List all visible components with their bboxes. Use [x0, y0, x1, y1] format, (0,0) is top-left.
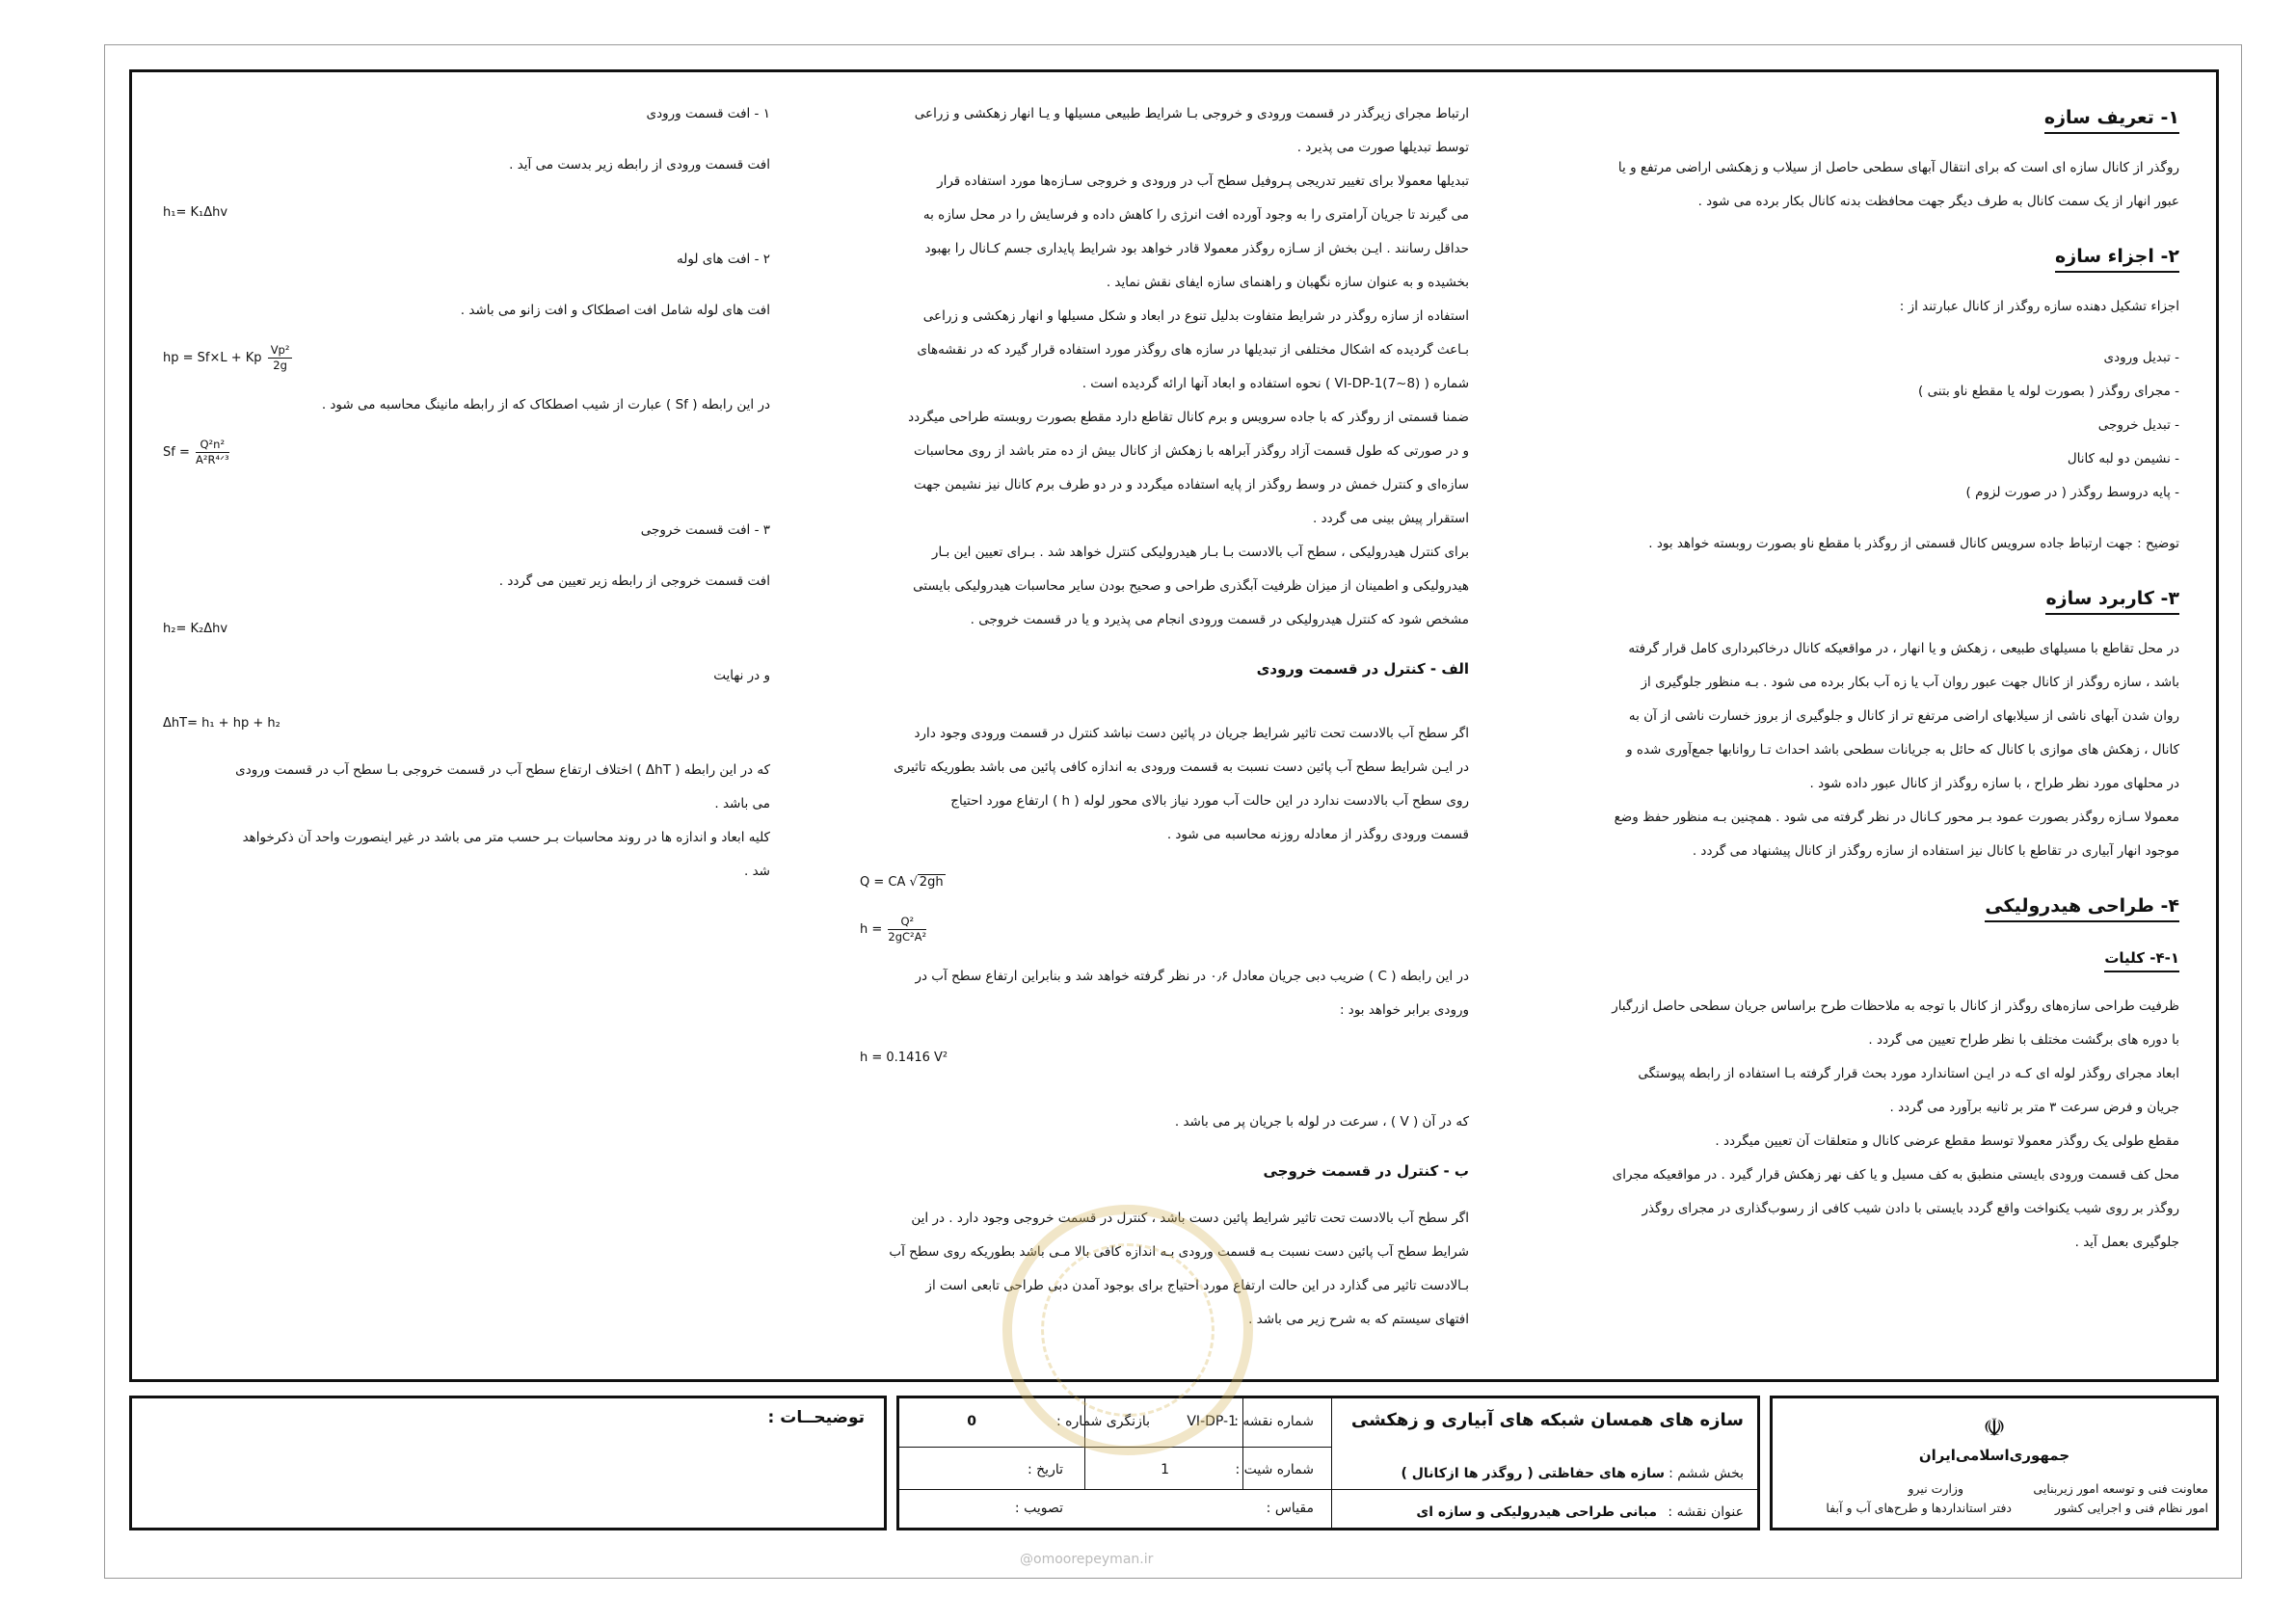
paragraph: جلوگیری بعمل آید .: [2074, 1235, 2179, 1250]
paragraph: افتهای سیستم که به شرح زیر می باشد .: [1248, 1312, 1469, 1327]
paragraph: مقطع طولی یک روگذر معمولا توسط مقطع عرضی کانال و متعلقات آن تعیین میگردد .: [1715, 1133, 2179, 1149]
paragraph: شرایط سطح آب پائین دست نسبت بـه قسمت ورودی بـه اندازه کافی بالا مـی باشد بطوریکه روی سطح آب: [889, 1244, 1469, 1260]
notes-box: [129, 1396, 887, 1530]
heading: ۳ - افت قسمت خروجی: [640, 522, 770, 538]
sheet-value: VI-DP-1: [1187, 1414, 1237, 1429]
total-loss-equation: ΔhT= h₁ + hp + h₂: [163, 716, 280, 731]
inlet-loss-equation: h₁= K₁Δhv: [163, 205, 228, 220]
main-title: سازه های همسان شبکه های آبیاری و زهکشی: [1350, 1410, 1744, 1430]
content-frame: [129, 69, 2219, 1382]
title-block: [896, 1396, 1760, 1530]
paragraph: سازه‌ای و کنترل خمش در وسط روگذر از پایه استفاده میگردد و در دو طرف برم کانال نیز نشیمن جهت: [914, 477, 1469, 492]
list-item: - تبدیل خروجی: [2097, 417, 2179, 433]
list-item: - مجرای روگذر ( بصورت لوله یا مقطع ناو بتنی ): [1918, 384, 2179, 399]
paragraph: استقرار پیش بینی می گردد .: [1312, 511, 1469, 526]
paragraph: و در صورتی که طول قسمت آزاد روگذر آبراهه با زهکش از کانال بیش از ده متر باشد از روی محاسبات: [914, 443, 1469, 459]
paragraph: روگذر بر روی شیب یکنواخت واقع گردد بایستی با دادن شیب کافی از رسوب‌گذاری در مجرای روگذر: [1642, 1201, 2179, 1216]
paragraph: در محل تقاطع با مسیلهای طبیعی ، زهکش و یا انهار ، در مواقعیکه کانال درخاکبرداری کامل قرار گرفته: [1628, 641, 2179, 656]
paragraph: موجود انهار آبیاری در تقاطع با کانال نیز استفاده از سازه روگذر از کانال پیشنهاد می گردد .: [1692, 843, 2179, 859]
paragraph: بـالادست تاثیر می گذارد در این حالت ارتفاع مورد احتیاج برای بوجود آمدن دبی طراحی تابعی است از: [925, 1278, 1469, 1293]
section-4-1-title: ۴-۱- کلیات: [2104, 945, 2179, 972]
date-label: تاریخ :: [1027, 1462, 1063, 1477]
paragraph: در ایـن شرایط سطح آب پائین دست نسبت به قسمت ورودی به اندازه کافی پائین می باشد بطوریکه تاثیری: [894, 759, 1469, 775]
section-4-title: ۴- طراحی هیدرولیکی: [1985, 891, 2179, 922]
section-1-title: ۱- تعریف سازه: [2044, 103, 2179, 134]
sheet-number-value: 1: [1161, 1462, 1169, 1477]
paragraph: و در نهایت: [713, 668, 770, 683]
paragraph: معمولا سـازه روگذر بصورت عمود بـر محور کـانال در نظر گرفته می شود . همچنین بـه منظور حفظ وضع: [1614, 810, 2179, 825]
manning-equation: Sf = $\frac{\text{Q²n²}}{\text{A²R⁴ᐟ³}}$: [163, 438, 229, 466]
org-deputy: معاونت فنی و توسعه امور زیربنایی: [2033, 1481, 2208, 1496]
revision-value: 0: [967, 1414, 976, 1429]
section-3-title: ۳- کاربرد سازه: [2045, 584, 2179, 615]
paragraph: افت قسمت خروجی از رابطه زیر تعیین می گردد .: [498, 573, 770, 589]
paragraph: بـاعث گردیده که اشکال مختلفی از تبدیلها در سازه های روگذر مورد استفاده قرار گیرد که در نقشه‌های: [917, 342, 1469, 358]
paragraph: که در این رابطه ( ΔhT ) اختلاف ارتفاع سطح آب در قسمت خروجی بـا سطح آب در قسمت ورودی: [235, 762, 770, 778]
paragraph: اگر سطح آب بالادست تحت تاثیر شرایط پائین دست باشد ، کنترل در قسمت خروجی وجود دارد . در این: [911, 1211, 1469, 1226]
organization-box: [1770, 1396, 2219, 1530]
approval-label: تصویب :: [1014, 1501, 1063, 1516]
website-watermark: @omoorepeyman.ir: [1020, 1552, 1154, 1567]
note: توضیح : جهت ارتباط جاده سرویس کانال قسمتی از روگذر با مقطع ناو بصورت روبسته خواهد بود .: [1648, 536, 2179, 551]
column-definition: [1582, 97, 2179, 1260]
paragraph: محل کف قسمت ورودی بایستی منطبق به کف مسیل و یا کف نهر زهکش قرار گیرد . در مواقعیکه مجرای: [1612, 1167, 2179, 1183]
country-name: جمهوری‌اسلامی‌ایران: [1918, 1447, 2070, 1464]
revision-label: بازنگری شماره :: [1055, 1414, 1150, 1429]
paragraph: اجزاء تشکیل دهنده سازه روگذر از کانال عبارتند از :: [1899, 299, 2179, 314]
paragraph: در این رابطه ( Sf ) عبارت از شیب اصطکاک که از رابطه مانینگ محاسبه می شود .: [321, 397, 770, 412]
paragraph: عبور انهار از یک سمت کانال به طرف دیگر جهت محافظت بدنه کانال بکار برده می شود .: [1697, 194, 2179, 209]
paragraph: توسط تبدیلها صورت می پذیرد .: [1296, 140, 1469, 155]
list-item: - نشیمن دو لبه کانال: [2067, 451, 2179, 466]
watermark-gear-icon: [1041, 1243, 1215, 1417]
paragraph: مشخص شود که کنترل هیدرولیکی در قسمت ورودی انجام می پذیرد و یا در قسمت خروجی .: [970, 612, 1469, 627]
paragraph: برای کنترل هیدرولیکی ، سطح آب بالادست بـا بـار هیدرولیکی کنترل خواهد شد . بـرای تعیین این بـار: [931, 545, 1469, 560]
outlet-control-title: ب - کنترل در قسمت خروجی: [1263, 1162, 1469, 1180]
paragraph: کانال ، زهکش های موازی با کانال که حائل به جریانات سطحی باشد احداث تـا روانابها جمع‌آوری شده و: [1626, 742, 2179, 758]
org-ministry: وزارت نیرو: [1908, 1481, 1963, 1496]
paragraph: در این رابطه ( C ) ضریب دبی جریان معادل ۰٫۶ در نظر گرفته خواهد شد و بنابراین ارتفاع سطح آب در: [915, 969, 1469, 984]
head-equation: h = $\frac{\text{Q²}}{\text{2gC²A²}}$: [860, 915, 927, 944]
paragraph: شد .: [744, 864, 770, 879]
scale-label: مقیاس :: [1266, 1501, 1314, 1516]
paragraph: قسمت ورودی روگذر از معادله روزنه محاسبه می شود .: [1166, 827, 1469, 842]
org-affairs: امور نظام فنی و اجرایی کشور: [2054, 1501, 2208, 1515]
heading: ۲ - افت های لوله: [677, 252, 770, 267]
paragraph: ظرفیت طراحی سازه‌های روگذر از کانال با توجه به ملاحظات طرح براساس جریان سطحی حاصل ازرگبار: [1612, 998, 2179, 1014]
paragraph: که در آن ( V ) ، سرعت در لوله با جریان پر می باشد .: [1174, 1114, 1469, 1130]
paragraph: شماره ( VI-DP-1(7~8) ) نحوه استفاده و ابعاد آنها ارائه گردیده است .: [1081, 376, 1469, 391]
emblem-icon: ☫: [1983, 1414, 2006, 1443]
paragraph: استفاده از سازه روگذر در شرایط متفاوت بدلیل تنوع در ابعاد و شکل مسیلها و انهار زهکشی و زراعی: [922, 308, 1469, 324]
paragraph: بخشیده و به عنوان سازه نگهبان و راهنمای سازه ایفای نقش نماید .: [1106, 275, 1469, 290]
paragraph: کلیه ابعاد و اندازه ها در روند محاسبات بـر حسب متر می باشد در غیر اینصورت واحد آن ذکرخواهد: [242, 830, 770, 845]
paragraph: تبدیلها معمولا برای تغییر تدریجی پـروفیل سطح آب در ورودی و خروجی سـازه‌ها مورد استفاده قرار: [937, 173, 1469, 189]
column-transitions: [860, 97, 1469, 1337]
drawing-title-value: مبانی طراحی هیدرولیکی و سازه ای: [1416, 1504, 1657, 1520]
paragraph: حداقل رسانند . ایـن بخش از سـازه روگذر معمولا قادر خواهد بود شرایط پایداری جسم کـانال را بهبود: [924, 241, 1469, 256]
list-item: - پایه دروسط روگذر ( در صورت لزوم ): [1965, 485, 2179, 500]
paragraph: در محلهای مورد نظر طراح ، با سازه روگذر از کانال عبور داده شود .: [1809, 776, 2179, 791]
inlet-control-title: الف - کنترل در قسمت ورودی: [1256, 660, 1469, 678]
part-value: سازه های حفاظتی ( روگذر ها ازکانال ): [1401, 1466, 1665, 1481]
orifice-equation: Q = CA √ 2gh: [860, 875, 944, 890]
paragraph: جریان و فرض سرعت ۳ متر بر ثانیه برآورد می گردد .: [1889, 1100, 2179, 1115]
list-item: - تبدیل ورودی: [2103, 350, 2179, 365]
org-office: دفتر استانداردها و طرح‌های آب و آبفا: [1826, 1501, 2012, 1515]
section-2-title: ۲- اجزاء سازه: [2055, 242, 2179, 273]
column-losses: [163, 97, 770, 889]
paragraph: روان شدن آبهای ناشی از سیلابهای اراضی مرتفع تر از کانال و جلوگیری از بروز خسارت ناشی از آن به: [1628, 708, 2179, 724]
part-label: بخش ششم :: [1669, 1466, 1744, 1481]
paragraph: باشد ، سازه روگذر از کانال جهت عبور روان آب یا زه آب بکار برده می شود . بـه منظور جلوگیری از: [1641, 675, 2179, 690]
paragraph: ابعاد مجرای روگذر لوله ای کـه در ایـن استاندارد مورد بحث قرار گرفته بـا استفاده از رابطه پیوستگی: [1638, 1066, 2179, 1081]
paragraph: اگر سطح آب بالادست تحت تاثیر شرایط جریان در پائین دست نباشد کنترل در قسمت ورودی وجود دارد: [914, 726, 1469, 741]
paragraph: می باشد .: [714, 796, 770, 812]
drawing-title-label: عنوان نقشه :: [1668, 1504, 1744, 1520]
notes-label: توضیحــات :: [767, 1408, 865, 1427]
pipe-loss-equation: hp = Sf×L + Kp $\frac{\text{Vp²}}{2g}$: [163, 341, 770, 375]
velocity-head-equation: h = 0.1416 V²: [860, 1051, 948, 1065]
paragraph: روی سطح آب بالادست ندارد در این حالت آب مورد نیاز بالای محور لوله ( h ) ارتفاع مورد احتیاج: [950, 793, 1469, 809]
outlet-loss-equation: h₂= K₂Δhv: [163, 622, 228, 636]
paragraph: می گیرند تا جریان آرامتری را به وجود آورده افت انرژی را کاهش داده و فرسایش را در محل سازه به: [922, 207, 1469, 223]
heading: ۱ - افت قسمت ورودی: [646, 106, 770, 121]
paragraph: روگذر از کانال سازه ای است که برای انتقال آبهای سطحی حاصل از سیلاب و زهکشی اراضی مرتفع و یا: [1617, 160, 2179, 175]
paragraph: هیدرولیکی و اطمینان از میزان ظرفیت آبگذری طراحی و صحیح بودن سایر محاسبات هیدرولیکی بایستی: [913, 578, 1469, 594]
paragraph: ارتباط مجرای زیرگذر در قسمت ورودی و خروجی بـا شرایط طبیعی مسیلها و یـا انهار زهکشی و زراعی: [914, 106, 1469, 121]
paragraph: ضمنا قسمتی از روگذر که با جاده سرویس و برم کانال تقاطع دارد مقطع بصورت روبسته طراحی میگردد: [908, 410, 1469, 425]
paragraph: افت قسمت ورودی از رابطه زیر بدست می آید .: [509, 157, 770, 173]
sheet-label: شماره نقشه :: [1234, 1414, 1314, 1429]
paragraph: افت های لوله شامل افت اصطکاک و افت زانو می باشد .: [460, 303, 770, 318]
paragraph: با دوره های برگشت مختلف با نظر طراح تعیین می گردد .: [1868, 1032, 2179, 1048]
sheet-number-label: شماره شیت :: [1235, 1462, 1314, 1477]
paragraph: ورودی برابر خواهد بود :: [1339, 1002, 1469, 1018]
